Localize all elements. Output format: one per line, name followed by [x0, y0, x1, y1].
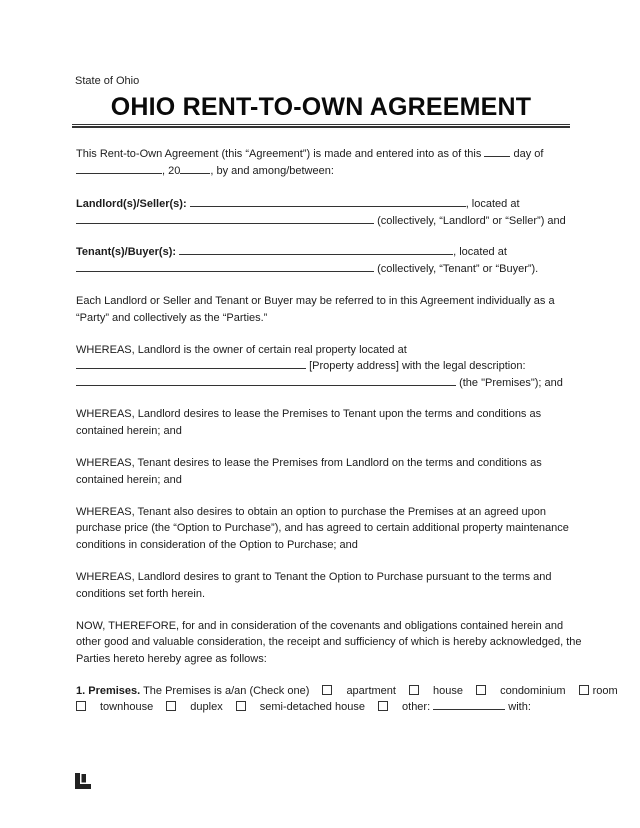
checkbox-other[interactable] [378, 701, 388, 711]
whereas-3-line-1: WHEREAS, Tenant desires to lease the Premises from Landlord on the terms and conditions as [76, 457, 542, 469]
checkbox-semi-detached-house[interactable] [236, 701, 246, 711]
checkbox-room[interactable] [579, 685, 589, 695]
intro-text: day of [513, 148, 544, 160]
checkbox-townhouse[interactable] [76, 701, 86, 711]
intro-text: This Rent-to-Own Agreement (this “Agreement”) is made and entered into as of this [76, 148, 482, 160]
landlord-address-blank[interactable] [76, 213, 374, 224]
whereas-1-line-1: WHEREAS, Landlord is the owner of certain real property located at [76, 344, 407, 356]
option-label: semi-detached house [259, 701, 365, 713]
document-title: OHIO RENT-TO-OWN AGREEMENT [110, 93, 532, 121]
option-label: duplex [190, 701, 223, 713]
intro-line-2 [76, 163, 572, 180]
checkbox-house[interactable] [409, 685, 419, 695]
whereas-5-line-1: WHEREAS, Landlord desires to grant to Tenant the Option to Purchase pursuant to the terms and [76, 571, 552, 583]
whereas-4-line-3: conditions in consideration of the Option to Purchase; and [76, 539, 358, 551]
year-blank[interactable] [180, 163, 210, 174]
property-address-blank[interactable] [76, 358, 306, 369]
legal-description-blank[interactable] [76, 375, 456, 386]
whereas-4-line-2: purchase price (the “Option to Purchase”), and has agreed to certain additional property maintenance [76, 522, 569, 534]
legal-document-logo-icon [75, 773, 91, 789]
whereas-1-line-3 [76, 375, 572, 392]
located-at-text: , located at [453, 246, 507, 258]
checkbox-apartment[interactable] [322, 685, 332, 695]
premises-text: The Premises is a/an (Check one) [143, 685, 310, 697]
tenant-name-blank[interactable] [179, 244, 453, 255]
whereas-1-line-2 [76, 358, 572, 375]
option-label: room [592, 685, 618, 697]
tenant-line-2 [76, 261, 572, 278]
whereas-3-line-2: contained herein; and [76, 474, 182, 486]
whereas-5-line-2: conditions set forth herein. [76, 588, 206, 600]
with-text: with: [508, 701, 531, 713]
landlord-line-2 [76, 213, 572, 230]
intro-line-1 [76, 146, 572, 163]
premises-line-2 [76, 699, 572, 716]
property-address-text: [Property address] with the legal description: [309, 360, 526, 372]
landlord-label: Landlord(s)/Seller(s): [76, 198, 187, 210]
other-type-blank[interactable] [433, 699, 505, 710]
tenant-label: Tenant(s)/Buyer(s): [76, 246, 177, 258]
tenant-collectively-text: (collectively, “Tenant” or “Buyer”). [377, 263, 539, 275]
option-label: apartment [346, 685, 396, 697]
premises-definition-text: (the "Premises"); and [459, 377, 563, 389]
whereas-2-line-1: WHEREAS, Landlord desires to lease the Premises to Tenant upon the terms and conditions as [76, 408, 542, 420]
intro-text: , 20 [162, 165, 181, 177]
month-blank[interactable] [76, 163, 162, 174]
checkbox-duplex[interactable] [166, 701, 176, 711]
option-label: other: [402, 701, 431, 713]
tenant-line-1 [76, 244, 572, 261]
day-blank[interactable] [484, 146, 510, 157]
located-at-text: , located at [465, 198, 520, 210]
parties-line-2: “Party” and collectively as the “Parties.” [76, 312, 268, 324]
whereas-4-line-1: WHEREAS, Tenant also desires to obtain an option to purchase the Premises at an agreed upon [76, 506, 547, 518]
therefore-line-1: NOW, THEREFORE, for and in consideration of the covenants and obligations contained herein and [76, 620, 564, 632]
landlord-name-blank[interactable] [190, 196, 466, 207]
title-double-rule [72, 124, 570, 128]
checkbox-condominium[interactable] [476, 685, 486, 695]
premises-heading: 1. Premises. [76, 685, 141, 697]
tenant-address-blank[interactable] [76, 261, 374, 272]
option-label: house [433, 685, 464, 697]
landlord-line-1 [76, 196, 572, 213]
whereas-2-line-2: contained herein; and [76, 425, 182, 437]
state-label: State of Ohio [75, 75, 140, 87]
parties-line-1: Each Landlord or Seller and Tenant or Buyer may be referred to in this Agreement individually as a [76, 295, 555, 307]
therefore-line-2: other good and valuable consideration, the receipt and sufficiency of which is hereby acknowledged, the [76, 636, 582, 648]
landlord-collectively-text: (collectively, “Landlord” or “Seller”) and [377, 215, 566, 227]
option-label: townhouse [100, 701, 154, 713]
option-label: condominium [500, 685, 566, 697]
premises-line-1 [76, 683, 618, 700]
therefore-line-3: Parties hereto hereby agree as follows: [76, 653, 267, 665]
intro-text: , by and among/between: [210, 165, 334, 177]
